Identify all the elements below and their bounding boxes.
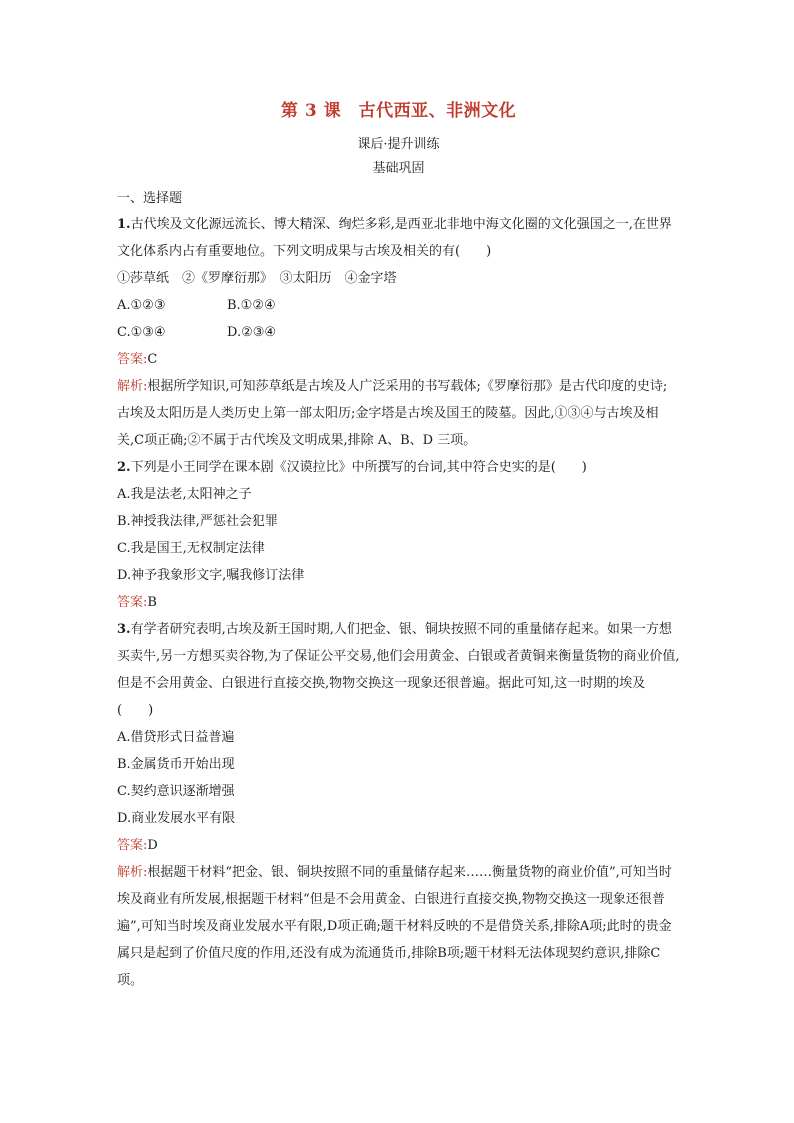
question-3-text: 有学者研究表明,古埃及新王国时期,人们把金、银、铜块按照不同的重量储存起来。如果一方想买卖牛,另一方想买卖谷物,为了保证公平交易,他们会用黄金、白银或者黄铜来衡量货物的商业价值,但是不会用黄金、白银进行直接交换,物物交换这一现象还很普遍。据此可知,这一时期的埃及( ) (117, 622, 680, 718)
question-2-option-b: B.神授我法律,严惩社会犯罪 (117, 514, 278, 529)
answer-label: 答案: (117, 595, 148, 610)
question-1-option-d: D.②③④ (227, 325, 277, 340)
analysis-label: 解析: (117, 379, 148, 394)
question-3-option-c: C.契约意识逐渐增强 (117, 784, 235, 799)
analysis-label: 解析: (117, 865, 148, 880)
answer-value: D (147, 838, 158, 853)
question-3-analysis (117, 859, 680, 994)
question-1-option-a: A.①②③ (117, 298, 166, 313)
question-2-option-c: C.我是国王,无权制定法律 (117, 541, 265, 556)
question-2-stem (117, 454, 680, 481)
question-2-text: 下列是小王同学在课本剧《汉谟拉比》中所撰写的台词,其中符合史实的是( ) (130, 460, 587, 475)
question-3 (117, 616, 680, 994)
question-2-option-a: A.我是法老,太阳神之子 (117, 487, 252, 502)
question-1-stem (117, 211, 680, 265)
question-1-items: ①莎草纸 ②《罗摩衍那》 ③太阳历 ④金字塔 (117, 271, 397, 286)
question-1-option-b: B.①②④ (227, 298, 276, 313)
question-2-option-d: D.神予我象形文字,嘱我修订法律 (117, 568, 305, 583)
question-1-analysis (117, 373, 680, 454)
question-1-answer (117, 346, 680, 373)
question-1-option-c: C.①③④ (117, 325, 166, 340)
question-3-answer (117, 832, 680, 859)
question-2-answer (117, 589, 680, 616)
answer-value: B (147, 595, 157, 610)
answer-label: 答案: (117, 352, 148, 367)
subtitle-basic: 基础巩固 (372, 161, 425, 176)
document-body (117, 90, 680, 994)
question-2 (117, 454, 680, 616)
section-heading: 一、选择题 (117, 191, 183, 206)
question-3-option-d: D.商业发展水平有限 (117, 811, 236, 826)
question-3-stem (117, 616, 680, 724)
answer-label: 答案: (117, 838, 148, 853)
analysis-text: 根据题干材料“把金、银、铜块按照不同的重量储存起来……衡量货物的商业价值”,可知当时埃及商业有所发展,根据题干材料“但是不会用黄金、白银进行直接交换,物物交换这一现象还很普遍”,可知当时埃及商业发展水平有限,D项正确;题干材料反映的不是借贷关系,排除A项;此时的贵金属只是起到了价值尺度的作用,还没有成为流通货币,排除B项;题干材料无法体现契约意识,排除C项。 (117, 865, 672, 988)
analysis-text: 根据所学知识,可知莎草纸是古埃及人广泛采用的书写载体;《罗摩衍那》是古代印度的史诗;古埃及太阳历是人类历史上第一部太阳历;金字塔是古埃及国王的陵墓。因此,①③④与古埃及相关,C项正确;②不属于古代埃及文明成果,排除 A、B、D 三项。 (117, 379, 668, 448)
question-1 (117, 211, 680, 454)
page-title: 第 3 课 古代西亚、非洲文化 (280, 101, 517, 121)
question-1-number: 1. (117, 217, 131, 232)
question-3-option-b: B.金属货币开始出现 (117, 757, 235, 772)
question-1-options-row-1 (117, 292, 680, 319)
question-3-number: 3. (117, 622, 131, 637)
question-1-text: 古代埃及文化源远流长、博大精深、绚烂多彩,是西亚北非地中海文化圈的文化强国之一,在世界文化体系内占有重要地位。下列文明成果与古埃及相关的有( ) (117, 217, 672, 259)
question-3-option-a: A.借贷形式日益普遍 (117, 730, 235, 745)
question-2-number: 2. (117, 460, 131, 475)
subtitle-practice: 课后·提升训练 (357, 137, 440, 152)
question-1-options-row-2 (117, 319, 680, 346)
answer-value: C (147, 352, 158, 367)
